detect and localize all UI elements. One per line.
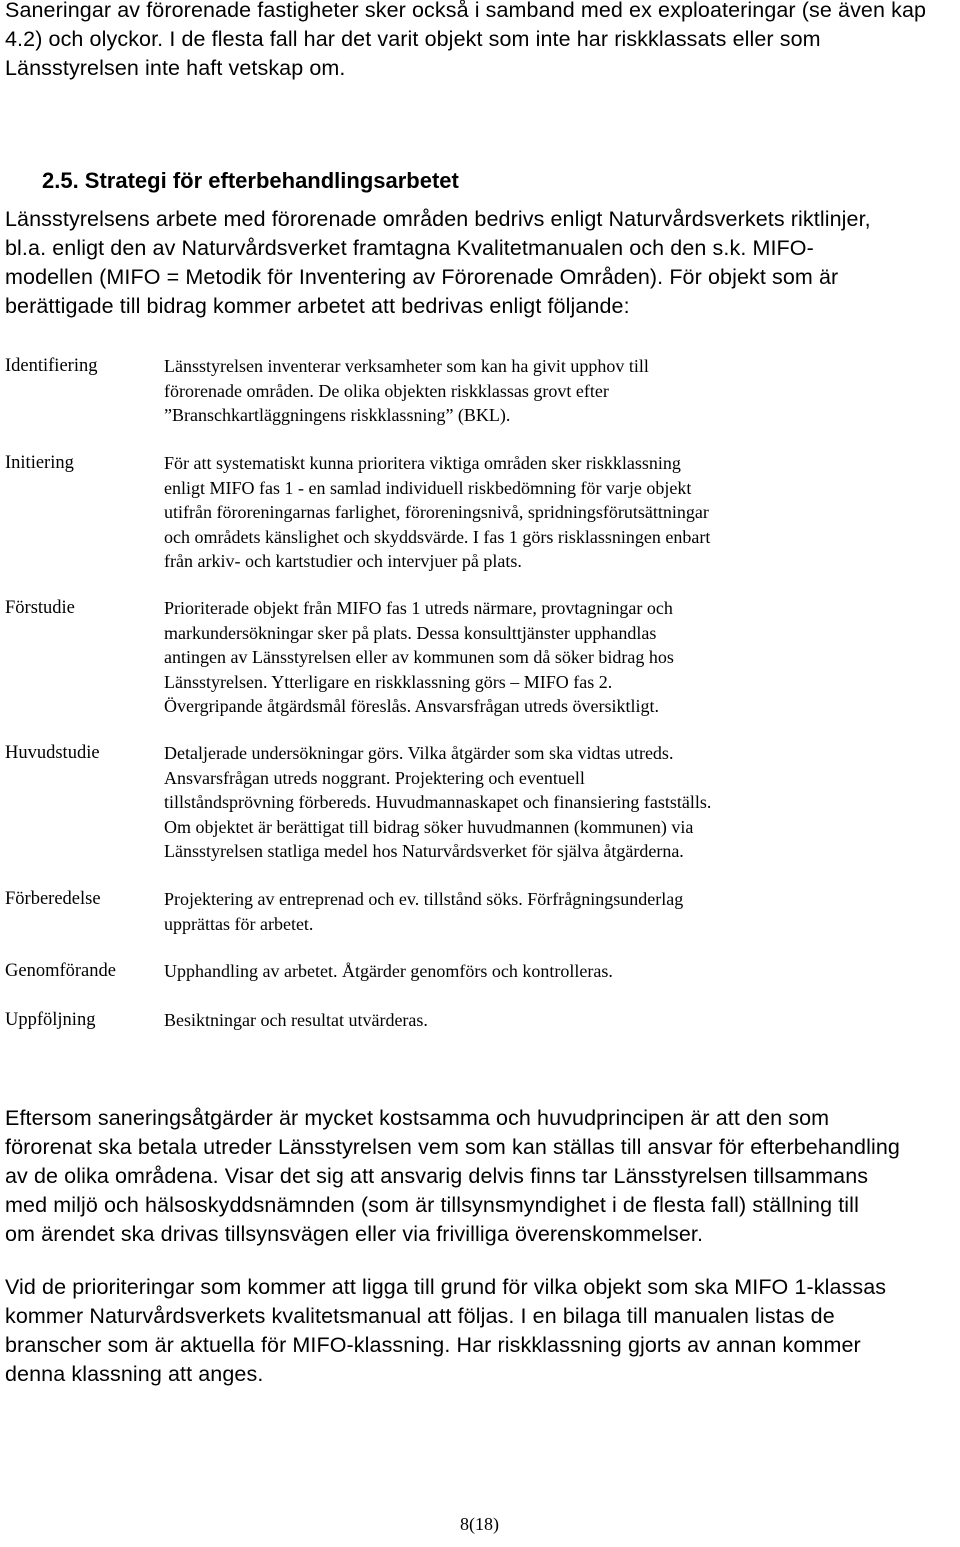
step-term: Initiering — [5, 453, 74, 473]
intro-line: Länsstyrelsen inte haft vetskap om. — [5, 56, 346, 80]
step-description — [164, 1008, 954, 1033]
step-description-line: Länsstyrelsen inventerar verksamheter som kan ha givit upphov till — [164, 356, 649, 376]
step-description-line: enligt MIFO fas 1 - en samlad individuell riskbedömning för varje objekt — [164, 477, 692, 498]
section-body-line: modellen (MIFO = Metodik för Inventering av Förorenade Områden). För objekt som är — [5, 265, 839, 289]
step-description — [164, 451, 954, 574]
section-heading: 2.5. Strategi för efterbehandlingsarbetet — [42, 168, 459, 193]
step-description-line: Länsstyrelsen. Ytterligare en riskklassning görs – MIFO fas 2. — [164, 671, 613, 692]
step-description — [164, 596, 954, 719]
step-description-line: upprättas för arbetet. — [164, 913, 314, 934]
paragraph-line: Vid de prioriteringar som kommer att ligga till grund för vilka objekt som ska MIFO 1-klassas — [5, 1275, 887, 1299]
step-description-line: förorenade områden. De olika objekten riskklassas grovt efter — [164, 380, 609, 401]
intro-line: 4.2) och olyckor. I de flesta fall har det varit objekt som inte har riskklassats eller som — [5, 27, 821, 51]
step-description-line: från arkiv- och kartstudier och intervjuer på plats. — [164, 551, 522, 571]
step-description — [164, 887, 954, 936]
step-description-line: Om objektet är berättigat till bidrag söker huvudmannen (kommunen) via — [164, 816, 694, 837]
step-description-line: och områdets känslighet och skyddsvärde. I fas 1 görs risklassningen enbart — [164, 526, 711, 547]
step-description-line: Projektering av entreprenad och ev. tillstånd söks. Förfrågningsunderlag — [164, 889, 684, 909]
step-description-line: antingen av Länsstyrelsen eller av kommunen som då söker bidrag hos — [164, 647, 674, 667]
step-description-line: Upphandling av arbetet. Åtgärder genomförs och kontrolleras. — [164, 961, 613, 981]
step-term: Identifiering — [5, 356, 98, 376]
step-description-line: utifrån föroreningarnas farlighet, föroreningsnivå, spridningsförutsättningar — [164, 502, 709, 522]
paragraph-line: Eftersom saneringsåtgärder är mycket kostsamma och huvudprincipen är att den som — [5, 1106, 830, 1130]
step-description — [164, 354, 954, 428]
paragraph-line: kommer Naturvårdsverkets kvalitetsmanual att följas. I en bilaga till manualen listas de — [5, 1304, 835, 1328]
responsibility-paragraph — [5, 1104, 955, 1249]
step-description — [164, 741, 954, 864]
step-description-line: markundersökningar sker på plats. Dessa konsulttjänster upphandlas — [164, 622, 657, 643]
step-description-line: Övergripande åtgärdsmål föreslås. Ansvarsfrågan utreds översiktligt. — [164, 696, 660, 716]
step-description-line: Prioriterade objekt från MIFO fas 1 utreds närmare, provtagningar och — [164, 598, 673, 618]
step-description-line: Besiktningar och resultat utvärderas. — [164, 1010, 428, 1030]
step-term: Förstudie — [5, 598, 75, 618]
section-body-line: Länsstyrelsens arbete med förorenade områden bedrivs enligt Naturvårdsverkets riktlinjer, — [5, 207, 871, 231]
section-body-paragraph — [5, 205, 945, 321]
step-description — [164, 959, 954, 984]
step-term: Uppföljning — [5, 1010, 96, 1030]
step-description-line: Ansvarsfrågan utreds noggrant. Projektering och eventuell — [164, 767, 585, 788]
intro-line: Saneringar av förorenade fastigheter sker också i samband med ex exploateringar (se även kap — [5, 0, 927, 22]
intro-paragraph — [5, 0, 960, 83]
step-term: Förberedelse — [5, 889, 101, 909]
section-body-line: bl.a. enligt den av Naturvårdsverket framtagna Kvalitetmanualen och den s.k. MIFO- — [5, 236, 814, 260]
step-description-line: Länsstyrelsen statliga medel hos Naturvårdsverket för själva åtgärderna. — [164, 841, 684, 861]
step-description-line: ”Branschkartläggningens riskklassning” (BKL). — [164, 405, 511, 425]
paragraph-line: om ärendet ska drivas tillsynsvägen eller via frivilliga överenskommelser. — [5, 1222, 704, 1246]
paragraph-line: denna klassning att anges. — [5, 1362, 264, 1386]
paragraph-line: av de olika områdena. Visar det sig att ansvarig delvis finns tar Länsstyrelsen tillsammans — [5, 1164, 869, 1188]
paragraph-line: med miljö och hälsoskyddsnämnden (som är tillsynsmyndighet i de flesta fall) ställning till — [5, 1193, 859, 1217]
paragraph-line: branscher som är aktuella för MIFO-klassning. Har riskklassning gjorts av annan kommer — [5, 1333, 861, 1357]
step-term: Huvudstudie — [5, 743, 100, 763]
page-number: 8(18) — [460, 1514, 499, 1534]
prioritization-paragraph — [5, 1273, 960, 1389]
step-term: Genomförande — [5, 961, 116, 981]
step-description-line: tillståndsprövning förbereds. Huvudmannaskapet och finansiering fastställs. — [164, 792, 712, 812]
step-description-line: Detaljerade undersökningar görs. Vilka åtgärder som ska vidtas utreds. — [164, 743, 674, 763]
paragraph-line: förorenat ska betala utreder Länsstyrelsen vem som kan ställas till ansvar för efterbehandling — [5, 1135, 900, 1159]
section-body-line: berättigade till bidrag kommer arbetet att bedrivas enligt följande: — [5, 294, 630, 318]
step-description-line: För att systematiskt kunna prioritera viktiga områden sker riskklassning — [164, 453, 681, 473]
